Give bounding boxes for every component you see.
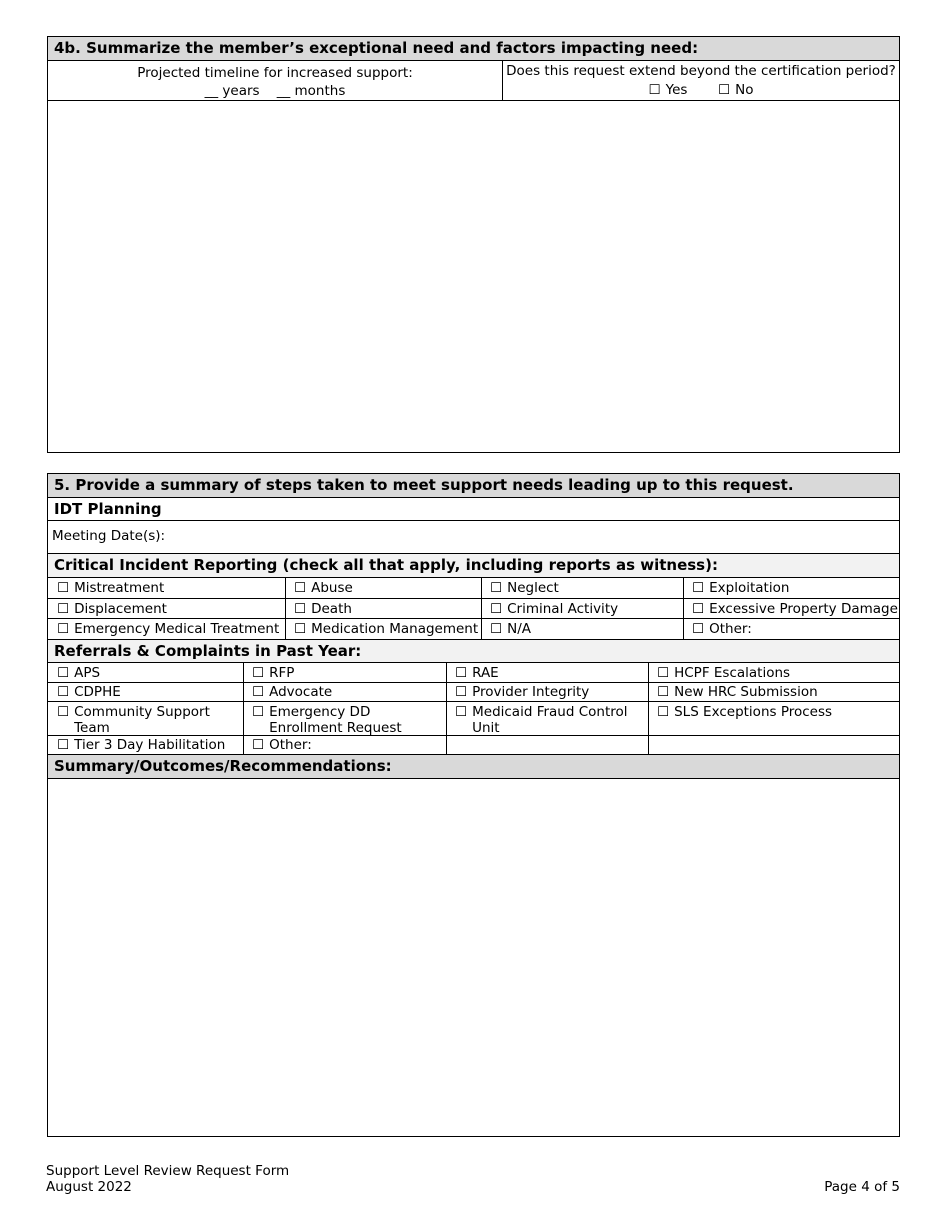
- meeting-dates-label: Meeting Date(s):: [52, 528, 166, 544]
- criminal-activity-label: Criminal Activity: [507, 600, 619, 617]
- rae-label: RAE: [472, 664, 499, 681]
- aps-checkbox[interactable]: [49, 663, 243, 682]
- new-hrc-submission-label: New HRC Submission: [674, 684, 818, 700]
- other-checkbox[interactable]: [244, 736, 446, 754]
- checkbox-icon: ☐: [57, 704, 70, 720]
- hcpf-escalations-label: HCPF Escalations: [674, 664, 791, 681]
- checkbox-icon: ☐: [57, 580, 70, 596]
- provider-integrity-checkbox[interactable]: [447, 683, 648, 701]
- critical-incident-title: Critical Incident Reporting (check all that apply, including reports as witness):: [48, 554, 899, 577]
- aps-label: APS: [74, 664, 101, 681]
- other-label: Other:: [709, 621, 752, 637]
- other-checkbox[interactable]: [684, 619, 899, 639]
- checkbox-icon: ☐: [57, 737, 70, 753]
- checkbox-icon: ☐: [692, 600, 705, 617]
- medicaid-fraud-control-unit-label: Medicaid Fraud Control Unit: [472, 704, 628, 735]
- excessive-property-damage-label: Excessive Property Damage: [709, 600, 898, 617]
- checkbox-icon: ☐: [294, 580, 307, 596]
- referrals-grid: [48, 663, 899, 754]
- emergency-medical-treatment-checkbox[interactable]: [49, 619, 285, 639]
- checkbox-icon: ☐: [490, 621, 503, 637]
- section-5-title: 5. Provide a summary of steps taken to meet support needs leading up to this request.: [48, 474, 899, 497]
- death-label: Death: [311, 600, 352, 617]
- checkbox-icon: ☐: [692, 621, 705, 637]
- tier-3-day-habilitation-label: Tier 3 Day Habilitation: [74, 737, 226, 753]
- death-checkbox[interactable]: [286, 599, 481, 618]
- exploitation-checkbox[interactable]: [684, 578, 899, 598]
- checkbox-icon: ☐: [57, 621, 70, 637]
- n-a-label: N/A: [507, 621, 531, 637]
- rfp-label: RFP: [269, 664, 295, 681]
- neglect-label: Neglect: [507, 580, 559, 596]
- checkbox-icon: ☐: [252, 737, 265, 753]
- checkbox-icon: ☐: [252, 684, 265, 700]
- checkbox-icon: ☐: [455, 704, 468, 720]
- footer-date: August 2022: [46, 1179, 132, 1195]
- checkbox-icon: ☐: [657, 684, 670, 700]
- checkbox-icon: ☐: [252, 704, 265, 720]
- sls-exceptions-process-checkbox[interactable]: [649, 702, 899, 735]
- checkbox-icon: ☐: [490, 580, 503, 596]
- rfp-checkbox[interactable]: [244, 663, 446, 682]
- abuse-checkbox[interactable]: [286, 578, 481, 598]
- checkbox-icon: ☐: [657, 704, 670, 720]
- new-hrc-submission-checkbox[interactable]: [649, 683, 899, 701]
- timeline-label: Projected timeline for increased support:: [137, 65, 413, 81]
- empty-cell: [649, 736, 899, 754]
- summary-title: Summary/Outcomes/Recommendations:: [48, 755, 899, 778]
- checkbox-icon: ☐: [57, 664, 70, 681]
- advocate-checkbox[interactable]: [244, 683, 446, 701]
- tier-3-day-habilitation-checkbox[interactable]: [49, 736, 243, 754]
- community-support-team-checkbox[interactable]: [49, 702, 243, 735]
- checkbox-icon: ☐: [252, 664, 265, 681]
- n-a-checkbox[interactable]: [482, 619, 683, 639]
- no-label: No: [735, 82, 754, 98]
- checkbox-icon: ☐: [692, 580, 705, 596]
- checkbox-icon: ☐: [455, 664, 468, 681]
- hcpf-escalations-checkbox[interactable]: [649, 663, 899, 682]
- mistreatment-label: Mistreatment: [74, 580, 165, 596]
- footer-page-number: Page 4 of 5: [824, 1179, 900, 1195]
- cdphe-checkbox[interactable]: [49, 683, 243, 701]
- sls-exceptions-process-label: SLS Exceptions Process: [674, 704, 833, 720]
- empty-cell: [447, 736, 648, 754]
- referrals-title: Referrals & Complaints in Past Year:: [48, 640, 899, 662]
- checkbox-icon: ☐: [57, 684, 70, 700]
- critical-incident-grid: [48, 578, 899, 639]
- extend-question: Does this request extend beyond the certification period?: [506, 63, 896, 79]
- timeline-cell[interactable]: [48, 61, 502, 100]
- emergency-medical-treatment-label: Emergency Medical Treatment: [74, 621, 280, 637]
- yes-checkbox[interactable]: ☐ Yes: [648, 82, 688, 98]
- checkbox-icon: ☐: [294, 621, 307, 637]
- excessive-property-damage-checkbox[interactable]: [684, 599, 899, 618]
- section-4b: [47, 36, 900, 453]
- medication-management-checkbox[interactable]: [286, 619, 481, 639]
- other-label: Other:: [269, 737, 312, 753]
- checkbox-icon: ☐: [294, 600, 307, 617]
- footer-form-name: Support Level Review Request Form: [46, 1163, 290, 1179]
- yes-label: Yes: [665, 82, 688, 98]
- timeline-units: __ years __ months: [204, 83, 346, 99]
- summary-textarea[interactable]: [48, 779, 899, 1136]
- rae-checkbox[interactable]: [447, 663, 648, 682]
- idt-planning-title: IDT Planning: [54, 500, 162, 518]
- meeting-dates-field[interactable]: [48, 521, 899, 553]
- checkbox-icon: ☐: [490, 600, 503, 617]
- emergency-dd-enrollment-request-label: Emergency DD Enrollment Request: [269, 704, 402, 735]
- community-support-team-label: Community Support Team: [74, 704, 210, 735]
- checkbox-icon: ☐: [455, 684, 468, 700]
- medication-management-label: Medication Management: [311, 621, 479, 637]
- emergency-dd-enrollment-request-checkbox[interactable]: [244, 702, 446, 735]
- abuse-label: Abuse: [311, 580, 353, 596]
- need-summary-textarea[interactable]: [48, 101, 899, 452]
- displacement-checkbox[interactable]: [49, 599, 285, 618]
- medicaid-fraud-control-unit-checkbox[interactable]: [447, 702, 648, 735]
- mistreatment-checkbox[interactable]: [49, 578, 285, 598]
- displacement-label: Displacement: [74, 600, 167, 617]
- provider-integrity-label: Provider Integrity: [472, 684, 590, 700]
- no-checkbox[interactable]: ☐ No: [718, 82, 754, 98]
- section-4b-title: 4b. Summarize the member’s exceptional need and factors impacting need:: [48, 37, 899, 60]
- criminal-activity-checkbox[interactable]: [482, 599, 683, 618]
- checkbox-icon: ☐: [57, 600, 70, 617]
- neglect-checkbox[interactable]: [482, 578, 683, 598]
- checkbox-icon: ☐: [657, 664, 670, 681]
- advocate-label: Advocate: [269, 684, 333, 700]
- extend-cell: [503, 61, 899, 100]
- section-5: [47, 473, 900, 1137]
- exploitation-label: Exploitation: [709, 580, 790, 596]
- cdphe-label: CDPHE: [74, 684, 121, 700]
